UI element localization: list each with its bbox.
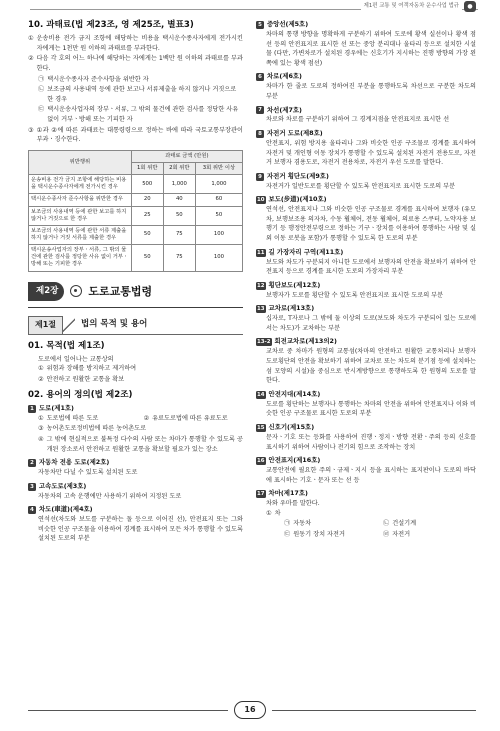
definition-lane-line: 7 차선(제7호) 차로와 차로를 구분하기 위하여 그 경계지점을 안전표지로 표시한 선 <box>256 106 476 126</box>
definition-lane: 6 차로(제6호) 차마가 한 줄로 도로의 정하여진 부분을 통행하도록 차선으로 구분한 차도의 부분 <box>256 72 476 101</box>
table-header: 3회 위반 이상 <box>195 163 242 175</box>
list-item: ② 안전하고 원활한 교통을 확보 <box>38 376 125 384</box>
fine-table <box>28 150 243 272</box>
table-header: 1회 위반 <box>131 163 163 175</box>
definition-vehicles: 17 차마(제17호) 차와 우마를 말한다. ① 차 ㉠ 자동차 ㉡ 건설기계 ㉢ 원동기 장치 자전거 ㉣ 자전거 <box>257 489 417 539</box>
table-header: 2회 위반 <box>163 163 195 175</box>
footer-rule-right <box>272 710 476 711</box>
table-row: 택시운수종사자 준수사항을 위반한 경우 20 40 60 <box>29 194 243 206</box>
chapter-title: 도로교통법령 <box>88 284 153 298</box>
definition-expressway: 3 고속도로(제3호) 자동차의 고속 운행에만 사용하기 위하여 지정된 도로 <box>28 482 243 502</box>
section-title-fines: 10. 과태료(법 제23조, 영 제25조, 별표3) <box>28 20 194 30</box>
section-divider <box>63 317 75 333</box>
table-header: 과태료 금액 (만원) <box>131 150 242 162</box>
page-number: 16 <box>234 701 266 719</box>
section-name: 법의 목적 및 용어 <box>81 319 148 330</box>
definition-roadway: 4 차도(車道)(제4호) 연석선(차도와 보도를 구분하는 돌 등으로 이어진 선), 안전표지 또는 그와 비슷한 인공 구조물을 이용하여 경계를 표시하여 모든 차가 통행할 수 있도록 설치된 도로의 부분 <box>28 505 243 544</box>
section-heading <box>28 316 243 334</box>
section-tab: 제1절 <box>28 316 63 333</box>
running-head-text: 제1편 교통 및 여객자동차 운수사업 법규 <box>361 2 462 10</box>
chapter-heading <box>28 282 243 301</box>
section-title-purpose: 01. 목적(법 제1조) <box>28 340 105 351</box>
definition-signal: 15 신호기(제15호) 문자ㆍ기호 또는 등화를 사용하여 진행ㆍ정지ㆍ방향 전환ㆍ주의 등의 신호를 표시하기 위하여 사람이나 전기의 힘으로 조작하는 장치 <box>257 422 476 451</box>
target-icon <box>70 285 82 297</box>
running-header <box>0 0 500 14</box>
list-item: ① 위험과 장해를 방지하고 제거하여 <box>38 365 137 373</box>
definition-road-edge-zone: 11 길 가장자리 구역(제11호) 보도와 차도가 구분되지 아니한 도로에서 보행자의 안전을 확보하기 위하여 안전표지 등으로 경계를 표시한 도로의 가장자리 부분 <box>257 247 476 276</box>
purpose-lead: 도로에서 일어나는 교통상의 <box>38 355 114 363</box>
definition-safety-sign: 16 안전표지(제16호) 교통안전에 필요한 주의ㆍ규제ㆍ지시 등을 표시하는 표지판이나 도로의 바닥에 표시하는 기호ㆍ문자 또는 선 등 <box>257 456 476 484</box>
right-column <box>256 20 476 545</box>
definition-center-line: 5 중앙선(제5호) 차마의 통행 방향을 명확하게 구분하기 위하여 도로에 황색 실선이나 황색 점선 등의 안전표지로 표시한 선 또는 중앙 분리대나 울타리 등으로 설치한 시설물 (다만, 가변차로가 설치된 경우에는 신호기가 지시하는 진행 방향의 가장 왼쪽에 있는 황색 점선) <box>256 20 476 68</box>
definition-sidewalk: 10 보도(步道)(제10호) 연석선, 안전표지나 그와 비슷한 인공 구조물로 경계를 표시하여 보행자 (유모차, 보행보조용 의자차, 수동 휠체어, 전동 휠체어, 의료용 스쿠터, 노약자용 보행기 등 행정안전부령으로 정하는 기구ㆍ장치를 이용하여 통행하는 사람 및 실외 이동 로봇을 포함)가 통행할 수 있도록 한 도로의 부분 <box>257 195 476 243</box>
list-item: ③ ①과 ②에 따른 과태료는 대통령령으로 정하는 바에 따라 국토교통부장관이 부과ㆍ징수한다. <box>28 126 243 144</box>
footer-rule-left <box>28 710 228 711</box>
section-title-definitions: 02. 용어의 정의(법 제2조) <box>28 389 133 400</box>
table-row: 택시운송사업자의 장부ㆍ서류, 그 밖의 물건에 관한 검사를 정당한 사유 없이 거부ㆍ방해 또는 기피한 경우 50 75 100 <box>29 245 243 271</box>
left-column <box>28 20 243 548</box>
definition-road: 1 도로(제1호) ① 도로법에 따른 도로 ② 유료도로법에 따른 유료도로 ③ 농어촌도로정비법에 따른 농어촌도로 ④ 그 밖에 현실적으로 불특정 다수의 사람 또는 차마가 통행할 수 있도록 공개된 장소로서 안전하고 원활한 교통을 확보할 필요가 있는 장소 <box>28 404 243 454</box>
list-item: ㉢ 택시운송사업자의 장부ㆍ서류, 그 밖의 물건에 관한 검사를 정당한 사유 없이 거부ㆍ방해 또는 기피한 자 <box>38 106 239 124</box>
definition-motorway: 2 자동차 전용 도로(제2호) 자동차만 다닐 수 있도록 설치된 도로 <box>28 458 243 478</box>
header-car-icon: ● <box>464 1 476 12</box>
definition-bicycle-road: 8 자전거 도로(제8호) 안전표지, 위험 방지용 울타리나 그와 비슷한 인공 구조물로 경계를 표시하여 자전거 및 개인형 이동 장치가 통행할 수 있도록 설치된 자전거 전용도로, 자전거 보행자 겸용도로, 자전거 전용차로, 자전거 우선 도로를 말한다. <box>256 129 476 168</box>
definition-safety-zone: 14 안전지대(제14호) 도로를 횡단하는 보행자나 통행하는 차마의 안전을 위하여 안전표지나 이와 비슷한 인공 구조물로 표시한 도로의 부분 <box>257 389 476 418</box>
table-row: 보조금의 사용내역 등에 관한 서류 제출을 하지 않거나 거짓 서류를 제출한 경우 50 75 100 <box>29 225 243 244</box>
definition-crosswalk: 12 횡단보도(제12호) 보행자가 도로를 횡단할 수 있도록 안전표지로 표시한 도로의 부분 <box>257 280 444 299</box>
table-row: 운송비용 전가 금지 조항에 해당하는 비용을 택시운수종사자에게 전가시킨 경우 500 1,000 1,000 <box>29 175 243 194</box>
table-row: 보조금의 사용내역 등에 관한 보고를 하지 않거나 거짓으로 한 경우 25 50 50 <box>29 206 243 225</box>
list-item: ① 운송비용 전가 금지 조항에 해당하는 비용을 택시운수종사자에게 전가시킨 자에게는 1천만 원 이하의 과태료를 부과한다. <box>28 35 243 52</box>
list-item: ② 다음 각 호의 어느 하나에 해당하는 자에게는 1백만 원 이하의 과태료를 부과한다. <box>28 55 243 72</box>
definition-bicycle-crossing: 9 자전거 횡단도(제9호) 자전거가 일반도로를 횡단할 수 있도록 안전표지로 표시한 도로의 부분 <box>256 172 476 192</box>
chapter-rule <box>28 307 243 309</box>
list-item: ㉠ 택시운수종사자 준수사항을 위반한 자 <box>38 75 149 83</box>
definition-intersection: 13 교차로(제13호) 십자로, T자로나 그 밖에 둘 이상의 도로(보도와 차도가 구분되어 있는 도로에서는 차도)가 교차하는 부분 <box>257 304 476 332</box>
list-item: ㉡ 보조금의 사용내역 등에 관한 보고나 서류제출을 하지 않거나 거짓으로 한 경우 <box>38 86 237 103</box>
table-header: 위반행위 <box>29 150 132 174</box>
definition-roundabout: 13-2 회전교차로(제13의2) 교차로 중 차마가 원형의 교통섬(차마의 안전하고 원활한 교통처리나 보행자 도로횡단의 안전을 확보하기 위하여 교차로 또는 차도의 분기점 등에 설치하는 섬 모양의 시설)을 중심으로 반시계방향으로 통행하도록 한 원형의 도로를 말한다. <box>257 337 476 385</box>
chapter-badge: 제2장 <box>28 282 64 301</box>
